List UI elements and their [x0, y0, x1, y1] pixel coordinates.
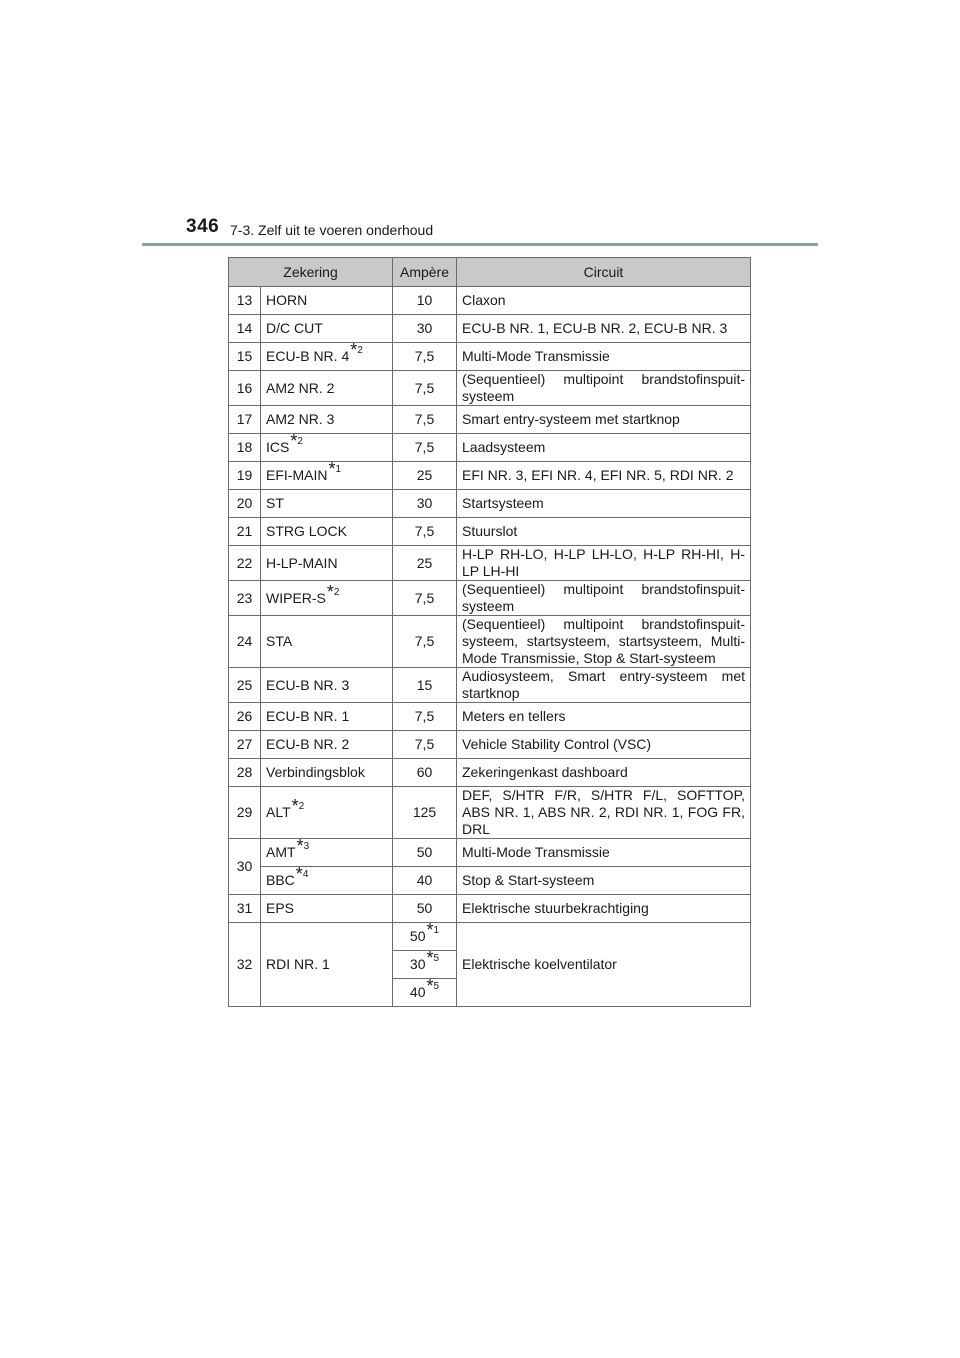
fuse-number: 25 — [229, 668, 261, 703]
fuse-circuit: Elektrische stuurbekrachtiging — [457, 895, 751, 923]
fuse-name-text: ALT — [266, 804, 291, 820]
fuse-name-text: WIPER-S — [266, 589, 326, 606]
fuse-circuit: Smart entry-systeem met startknop — [457, 406, 751, 434]
table-row — [229, 434, 751, 462]
footnote-number: 3 — [303, 841, 310, 852]
fuse-number: 31 — [229, 895, 261, 923]
fuse-name-text: ICS — [266, 439, 290, 455]
ampere-value: 30 — [409, 956, 426, 972]
table-row — [229, 518, 751, 546]
table-row — [229, 462, 751, 490]
fuse-circuit: (Sequentieel) multipoint brandstofinspuit-systeem — [457, 581, 751, 616]
footnote-star: * — [426, 948, 434, 968]
fuse-number: 24 — [229, 616, 261, 668]
column-header-ampere: Ampère — [393, 258, 457, 287]
footnote-star: * — [328, 459, 336, 479]
fuse-circuit: (Sequentieel) multipoint brandstofinspuit-systeem, startsysteem, startsysteem, Multi-Mode Transmissie, Stop & Start-systeem — [457, 616, 751, 668]
fuse-ampere: 25 — [393, 462, 457, 490]
table-row — [229, 867, 751, 895]
fuse-circuit: ECU-B NR. 1, ECU-B NR. 2, ECU-B NR. 3 — [457, 315, 751, 343]
footnote-number: 2 — [297, 436, 303, 447]
fuse-ampere: 15 — [393, 668, 457, 703]
fuse-name-text: EFI-MAIN — [266, 467, 328, 483]
fuse-circuit: Multi-Mode Transmissie — [457, 839, 751, 867]
fuse-ampere: 7,5 — [393, 434, 457, 462]
table-row — [229, 787, 751, 839]
ampere-value: 40 — [409, 984, 426, 1000]
fuse-number: 32 — [229, 923, 261, 1007]
fuse-number: 13 — [229, 287, 261, 315]
fuse-number: 28 — [229, 759, 261, 787]
fuse-circuit: EFI NR. 3, EFI NR. 4, EFI NR. 5, RDI NR. 2 — [457, 462, 751, 490]
fuse-number: 19 — [229, 462, 261, 490]
fuse-name — [261, 340, 393, 371]
fuse-table — [228, 257, 751, 1007]
fuse-name-text: ECU-B NR. 4 — [266, 348, 350, 364]
fuse-number: 23 — [229, 581, 261, 616]
table-row — [229, 616, 751, 668]
footnote-star: * — [426, 976, 434, 996]
footnote-number: 1 — [433, 925, 440, 936]
fuse-ampere: 7,5 — [393, 581, 457, 616]
footnote-number: 2 — [333, 586, 340, 598]
fuse-number: 30 — [229, 839, 261, 895]
fuse-number: 29 — [229, 787, 261, 839]
fuse-circuit: Elektrische koelventilator — [457, 923, 751, 1007]
fuse-number: 20 — [229, 490, 261, 518]
fuse-circuit: Audiosysteem, Smart entry-systeem met startknop — [457, 668, 751, 703]
fuse-ampere: 50 — [393, 895, 457, 923]
fuse-name — [261, 459, 393, 490]
fuse-circuit: Vehicle Stability Control (VSC) — [457, 731, 751, 759]
footnote-star: * — [326, 581, 334, 602]
fuse-name: Verbindingsblok — [261, 759, 393, 787]
table-row — [229, 759, 751, 787]
fuse-ampere: 125 — [393, 787, 457, 839]
fuse-name-text: BBC — [266, 872, 295, 888]
page-number: 346 — [186, 216, 220, 237]
table-header-row — [229, 258, 751, 287]
fuse-ampere: 7,5 — [393, 518, 457, 546]
table-row — [229, 895, 751, 923]
fuse-name — [261, 836, 393, 867]
fuse-number: 26 — [229, 703, 261, 731]
fuse-ampere: 30 — [393, 490, 457, 518]
fuse-name: D/C CUT — [261, 315, 393, 343]
table-row — [229, 343, 751, 371]
fuse-circuit: Claxon — [457, 287, 751, 315]
footnote-star: * — [295, 864, 303, 884]
fuse-name: HORN — [261, 287, 393, 315]
fuse-name: RDI NR. 1 — [261, 923, 393, 1007]
footnote-star: * — [290, 431, 298, 451]
fuse-name — [261, 431, 393, 462]
footnote-number: 5 — [433, 953, 440, 964]
fuse-name: ST — [261, 490, 393, 518]
fuse-name: ECU-B NR. 3 — [261, 668, 393, 703]
fuse-circuit: (Sequentieel) multipoint brandstofinspuit-systeem — [457, 371, 751, 406]
fuse-name — [261, 581, 393, 616]
fuse-circuit: Laadsysteem — [457, 434, 751, 462]
fuse-ampere: 7,5 — [393, 406, 457, 434]
fuse-circuit: Stuurslot — [457, 518, 751, 546]
fuse-name — [261, 787, 393, 839]
table-row — [229, 287, 751, 315]
fuse-circuit: Multi-Mode Transmissie — [457, 343, 751, 371]
fuse-ampere: 25 — [393, 546, 457, 581]
fuse-circuit: Stop & Start-systeem — [457, 867, 751, 895]
fuse-ampere — [393, 948, 457, 979]
fuse-ampere: 7,5 — [393, 703, 457, 731]
fuse-name: STA — [261, 616, 393, 668]
fuse-circuit: Meters en tellers — [457, 703, 751, 731]
table-row — [229, 546, 751, 581]
footnote-number: 2 — [298, 801, 305, 812]
fuse-circuit: DEF, S/HTR F/R, S/HTR F/L, SOFTTOP, ABS NR. 1, ABS NR. 2, RDI NR. 1, FOG FR, DRL — [457, 787, 751, 839]
fuse-name: STRG LOCK — [261, 518, 393, 546]
section-title: 7-3. Zelf uit te voeren onderhoud — [230, 222, 434, 238]
table-row — [229, 490, 751, 518]
fuse-ampere: 10 — [393, 287, 457, 315]
table-row — [229, 703, 751, 731]
column-header-circuit: Circuit — [457, 258, 751, 287]
fuse-ampere: 7,5 — [393, 616, 457, 668]
fuse-ampere — [393, 976, 457, 1007]
fuse-ampere: 7,5 — [393, 731, 457, 759]
fuse-name: AM2 NR. 2 — [261, 371, 393, 406]
footnote-number: 4 — [302, 869, 309, 880]
fuse-circuit: Zekeringenkast dashboard — [457, 759, 751, 787]
fuse-number: 17 — [229, 406, 261, 434]
table-row — [229, 839, 751, 867]
footnote-number: 5 — [433, 981, 440, 992]
footnote-number: 2 — [357, 345, 363, 356]
table-row — [229, 315, 751, 343]
fuse-name: H-LP-MAIN — [261, 546, 393, 581]
footnote-star: * — [291, 796, 299, 816]
table-row — [229, 406, 751, 434]
fuse-ampere: 7,5 — [393, 371, 457, 406]
table-row — [229, 731, 751, 759]
ampere-value: 50 — [409, 928, 426, 944]
fuse-ampere: 7,5 — [393, 343, 457, 371]
fuse-name: ECU-B NR. 1 — [261, 703, 393, 731]
fuse-number: 15 — [229, 343, 261, 371]
footnote-star: * — [350, 340, 358, 360]
fuse-number: 16 — [229, 371, 261, 406]
fuse-ampere: 50 — [393, 839, 457, 867]
fuse-ampere: 60 — [393, 759, 457, 787]
fuse-number: 21 — [229, 518, 261, 546]
fuse-name-text: AMT — [266, 844, 296, 860]
fuse-circuit: H-LP RH-LO, H-LP LH-LO, H-LP RH-HI, H-LP LH-HI — [457, 546, 751, 581]
fuse-number: 27 — [229, 731, 261, 759]
footnote-star: * — [296, 836, 304, 856]
table-row — [229, 923, 751, 951]
footnote-number: 1 — [335, 464, 342, 475]
fuse-number: 22 — [229, 546, 261, 581]
table-row — [229, 668, 751, 703]
header-rule — [142, 243, 818, 246]
fuse-ampere: 40 — [393, 867, 457, 895]
fuse-name — [261, 864, 393, 895]
column-header-zekering: Zekering — [229, 258, 393, 287]
fuse-name: ECU-B NR. 2 — [261, 731, 393, 759]
fuse-name: AM2 NR. 3 — [261, 406, 393, 434]
table-row — [229, 371, 751, 406]
fuse-circuit: Startsysteem — [457, 490, 751, 518]
fuse-name: EPS — [261, 895, 393, 923]
footnote-star: * — [426, 920, 434, 940]
table-row — [229, 581, 751, 616]
fuse-number: 14 — [229, 315, 261, 343]
fuse-ampere: 30 — [393, 315, 457, 343]
fuse-ampere — [393, 920, 457, 951]
fuse-number: 18 — [229, 434, 261, 462]
